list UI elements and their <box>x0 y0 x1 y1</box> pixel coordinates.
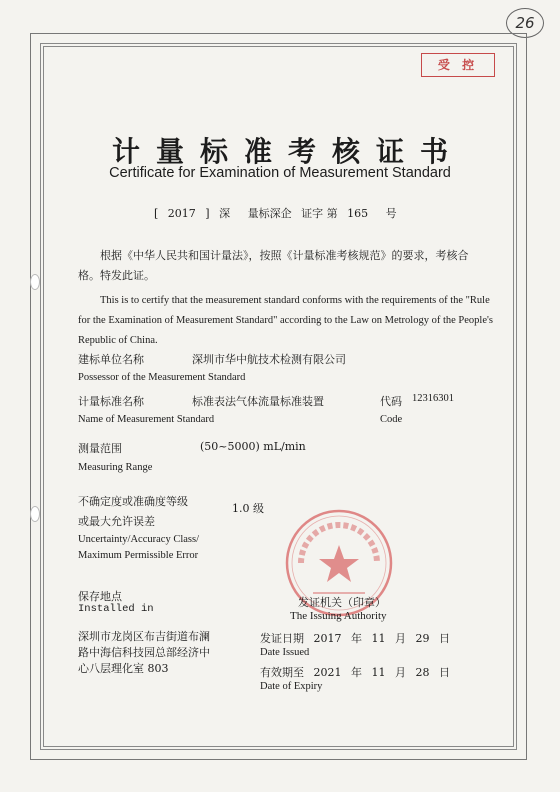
uncertainty-value: 1.0 级 <box>232 502 264 515</box>
controlled-copy-stamp: 受 控 <box>421 53 495 77</box>
date-expiry-month: 11 <box>371 666 386 679</box>
uncertainty-label-en-1: Uncertainty/Accuracy Class/ <box>78 534 199 545</box>
range-label-en: Measuring Range <box>78 462 153 473</box>
installed-address-line3: 心八层理化室 803 <box>78 662 169 675</box>
possessor-value: 深圳市华中航技术检测有限公司 <box>192 353 346 366</box>
date-expiry-d: 日 <box>439 666 450 679</box>
date-expiry-label: 有效期至 <box>260 666 304 679</box>
standard-name-label-cn: 计量标准名称 <box>78 395 144 408</box>
installed-label-cn: 保存地点 <box>78 590 122 603</box>
standard-name-value: 标准表法气体流量标准装置 <box>192 395 324 408</box>
cert-bracket-open: [ <box>154 207 159 220</box>
date-issued-label-en: Date Issued <box>260 647 310 658</box>
punch-hole-top <box>30 274 40 290</box>
installed-label-en: Installed in <box>78 603 154 615</box>
cert-suffix: 证字 第 <box>301 207 338 220</box>
date-issued-m: 月 <box>395 632 406 645</box>
statement-english: This is to certify that the measurement standard conforms with the requirements of the "Rule for the Examination of Measurement Standard" according to the Law on Metrology of the People's Republic of China. <box>78 295 493 346</box>
date-expiry-y: 年 <box>351 666 362 679</box>
uncertainty-label-cn-2: 或最大允许误差 <box>78 515 155 528</box>
date-expiry-day: 28 <box>415 666 430 679</box>
date-expiry-label-en: Date of Expiry <box>260 681 323 692</box>
cert-mid: 量标 <box>247 207 270 220</box>
issuing-authority-en: The Issuing Authority <box>290 610 387 622</box>
date-issued-label: 发证日期 <box>260 632 304 645</box>
date-expiry-m: 月 <box>395 666 406 679</box>
date-issued-month: 11 <box>371 632 386 645</box>
title-chinese: 计量标准考核证书 <box>111 135 464 168</box>
uncertainty-label-en-2: Maximum Permissible Error <box>78 550 199 561</box>
code-value: 12316301 <box>412 393 454 404</box>
cert-serial: 165 <box>347 207 369 220</box>
standard-name-label-en: Name of Measurement Standard <box>78 414 215 425</box>
cert-year: 2017 <box>167 207 196 220</box>
date-issued-day: 29 <box>415 632 430 645</box>
code-label-en: Code <box>380 414 403 425</box>
installed-address-line1: 深圳市龙岗区布吉街道布澜 <box>78 630 210 643</box>
date-expiry-year: 2021 <box>313 666 342 679</box>
issuing-authority-cn: 发证机关（印章） <box>298 596 386 609</box>
possessor-label-en: Possessor of the Measurement Standard <box>78 372 246 383</box>
range-value: (50~5000) mL/min <box>200 440 306 453</box>
cert-unit: 号 <box>385 207 397 220</box>
code-label-cn: 代码 <box>380 395 402 408</box>
cert-region: 深企 <box>269 207 292 220</box>
installed-address-line2: 路中海信科技园总部经济中 <box>78 646 210 659</box>
date-issued-year: 2017 <box>313 632 342 645</box>
handwritten-page-number: 26 <box>506 8 544 38</box>
date-issued-label-cn <box>260 630 450 646</box>
cert-bracket-close: ] <box>205 207 210 220</box>
date-issued-y: 年 <box>351 632 362 645</box>
range-label-cn: 测量范围 <box>78 442 122 455</box>
possessor-label-cn: 建标单位名称 <box>78 353 144 366</box>
statement-chinese: 根据《中华人民共和国计量法》，按照《计量标准考核规范》的要求，考核合格。特发此证。 <box>78 249 469 282</box>
certificate-number <box>154 205 403 221</box>
date-expiry-label-cn <box>260 664 450 680</box>
uncertainty-label-cn-1: 不确定度或准确度等级 <box>78 495 188 508</box>
date-issued-d: 日 <box>439 632 450 645</box>
punch-hole-bottom <box>30 506 40 522</box>
title-english: Certificate for Examination of Measurement Standard <box>109 165 451 181</box>
cert-prefix: 深 <box>219 207 231 220</box>
